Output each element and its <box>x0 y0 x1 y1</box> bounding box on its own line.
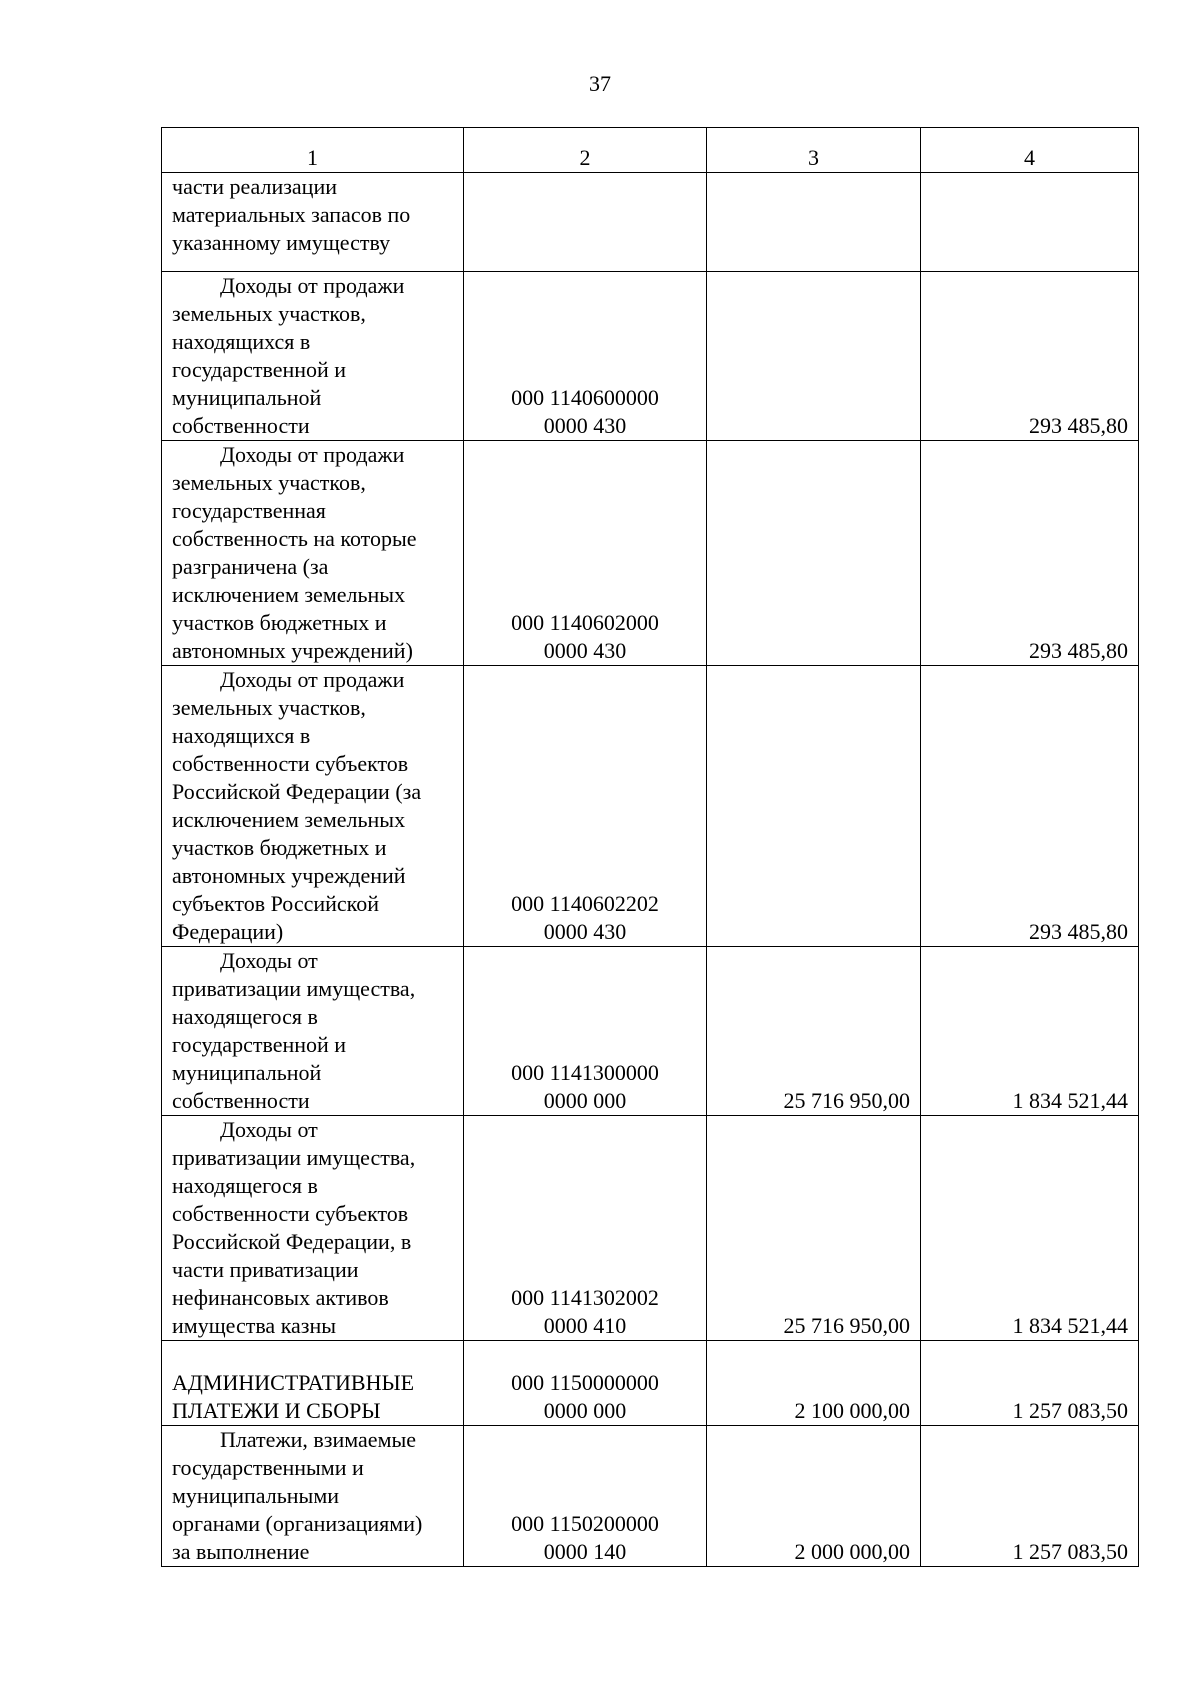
header-col-4: 4 <box>921 128 1139 173</box>
row-exec: 293 485,80 <box>921 441 1139 666</box>
row-exec: 1 834 521,44 <box>921 947 1139 1116</box>
budget-table <box>161 127 1139 1567</box>
row-exec <box>921 173 1139 272</box>
row-plan: 25 716 950,00 <box>707 1116 921 1341</box>
table-row <box>162 441 1139 666</box>
row-name: части реализации материальных запасов по указанному имуществу <box>162 173 464 272</box>
row-code: 000 1150000000 0000 000 <box>464 1341 707 1426</box>
table-row <box>162 1426 1139 1567</box>
row-exec: 1 257 083,50 <box>921 1341 1139 1426</box>
row-plan <box>707 666 921 947</box>
row-code: 000 1140602202 0000 430 <box>464 666 707 947</box>
row-plan: 2 000 000,00 <box>707 1426 921 1567</box>
row-code: 000 1150200000 0000 140 <box>464 1426 707 1567</box>
row-name: Доходы от приватизации имущества, находящегося в собственности субъектов Российской Федерации, в части приватизации нефинансовых активов имущества казны <box>162 1116 464 1341</box>
table-row <box>162 666 1139 947</box>
row-plan <box>707 173 921 272</box>
header-col-1: 1 <box>162 128 464 173</box>
row-name: Платежи, взимаемые государственными и муниципальными органами (организациями) за выполнение <box>162 1426 464 1567</box>
row-name: Доходы от приватизации имущества, находящегося в государственной и муниципальной собственности <box>162 947 464 1116</box>
row-exec: 293 485,80 <box>921 272 1139 441</box>
row-code: 000 1140600000 0000 430 <box>464 272 707 441</box>
table-header-row <box>162 128 1139 173</box>
row-code: 000 1141302002 0000 410 <box>464 1116 707 1341</box>
page-number: 37 <box>589 71 611 96</box>
row-name: Доходы от продажи земельных участков, государственная собственность на которые разграничена (за исключением земельных участков бюджетных и автономных учреждений) <box>162 441 464 666</box>
row-plan: 2 100 000,00 <box>707 1341 921 1426</box>
row-exec: 1 834 521,44 <box>921 1116 1139 1341</box>
row-code: 000 1141300000 0000 000 <box>464 947 707 1116</box>
table-row <box>162 272 1139 441</box>
table-row <box>162 1341 1139 1426</box>
row-code <box>464 173 707 272</box>
row-name: Доходы от продажи земельных участков, находящихся в собственности субъектов Российской Федерации (за исключением земельных участков бюджетных и автономных учреждений субъектов Российской Федерации) <box>162 666 464 947</box>
row-name: Доходы от продажи земельных участков, находящихся в государственной и муниципальной собственности <box>162 272 464 441</box>
header-col-3: 3 <box>707 128 921 173</box>
row-exec: 1 257 083,50 <box>921 1426 1139 1567</box>
row-plan <box>707 441 921 666</box>
row-name: АДМИНИСТРАТИВНЫЕ ПЛАТЕЖИ И СБОРЫ <box>162 1341 464 1426</box>
row-code: 000 1140602000 0000 430 <box>464 441 707 666</box>
table-row <box>162 947 1139 1116</box>
row-plan: 25 716 950,00 <box>707 947 921 1116</box>
table-row <box>162 173 1139 272</box>
row-plan <box>707 272 921 441</box>
row-exec: 293 485,80 <box>921 666 1139 947</box>
header-col-2: 2 <box>464 128 707 173</box>
table-row <box>162 1116 1139 1341</box>
